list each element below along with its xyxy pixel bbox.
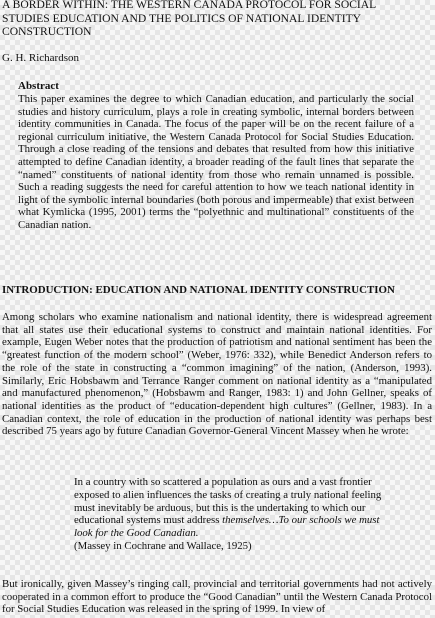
quote-citation: (Massey in Cochrane and Wallace, 1925)	[74, 539, 252, 552]
quote-italic-text: themselves…To our schools we must look for the Good Canadian.	[74, 514, 380, 540]
body-paragraph-1: Among scholars who examine nationalism and national identity, there is widespread agreement that all states use their educational systems to construct and maintain national identities. For example, Eugen Weber notes that the production of patriotism and national sentiment has been the “greatest function of the modern school” (Weber, 1976: 332), while Benedict Anderson refers to the role of the state in constructing a “common imagining” of the nation, (Anderson, 1993). Similarly, Eric Hobsbawm and Terrance Ranger comment on national identity as a “manipulated and manufactured phenomenon,” (Hobsbawm and Ranger, 1983: 1) and John Gellner, speaks of national identities as the product of “education-dependent high cultures” (Gellner, 1983). In a Canadian context, the role of education in the production of national identity was perhaps best described 75 years ago by future Canadian Governor-General Vincent Massey when he wrote:	[2, 311, 432, 438]
body-paragraph-2: But ironically, given Massey’s ringing call, provincial and territorial governments had not actively cooperated in a common effort to produce the “Good Canadian” until the Western Canada Protocol for Social Studies Education was released in the spring of 1999. In view of	[2, 578, 432, 616]
quote-text: In a country with so scattered a population as ours and a vast frontier exposed to alien influences the tasks of creating a truly national feeling must inevitably be arduous, but this is the undertaking to which our educational systems must address	[74, 476, 382, 527]
abstract-heading: Abstract	[18, 80, 59, 92]
block-quote	[74, 476, 390, 553]
paper-title: A BORDER WITHIN: THE WESTERN CANADA PROTOCOL FOR SOCIAL STUDIES EDUCATION AND THE POLITICS OF NATIONAL IDENTITY CONSTRUCTION	[2, 0, 376, 38]
paper-author: G. H. Richardson	[2, 52, 79, 64]
abstract-text: This paper examines the degree to which Canadian education, and particularly the social studies and history curriculum, plays a role in creating symbolic, internal borders between identity communities in Canada. The focus of the paper will be on the recent failure of a regional curriculum initiative, the Western Canada Protocol for Social Studies Education. Through a close reading of the tensions and debates that resulted from how this initiative attempted to define Canadian identity, a broader reading of the fault lines that separate the “named” constituents of national identity from those who remain unnamed is possible. Such a reading suggests the need for careful attention to how we teach national identity in light of the symbolic internal boundaries (both porous and impermeable) that exist between what Kymlicka (1995, 2001) terms the “polyethnic and multinational” constituents of the Canadian nation.	[18, 93, 414, 231]
section-heading: INTRODUCTION: EDUCATION AND NATIONAL IDENTITY CONSTRUCTION	[2, 284, 395, 296]
abstract-section	[18, 80, 414, 232]
